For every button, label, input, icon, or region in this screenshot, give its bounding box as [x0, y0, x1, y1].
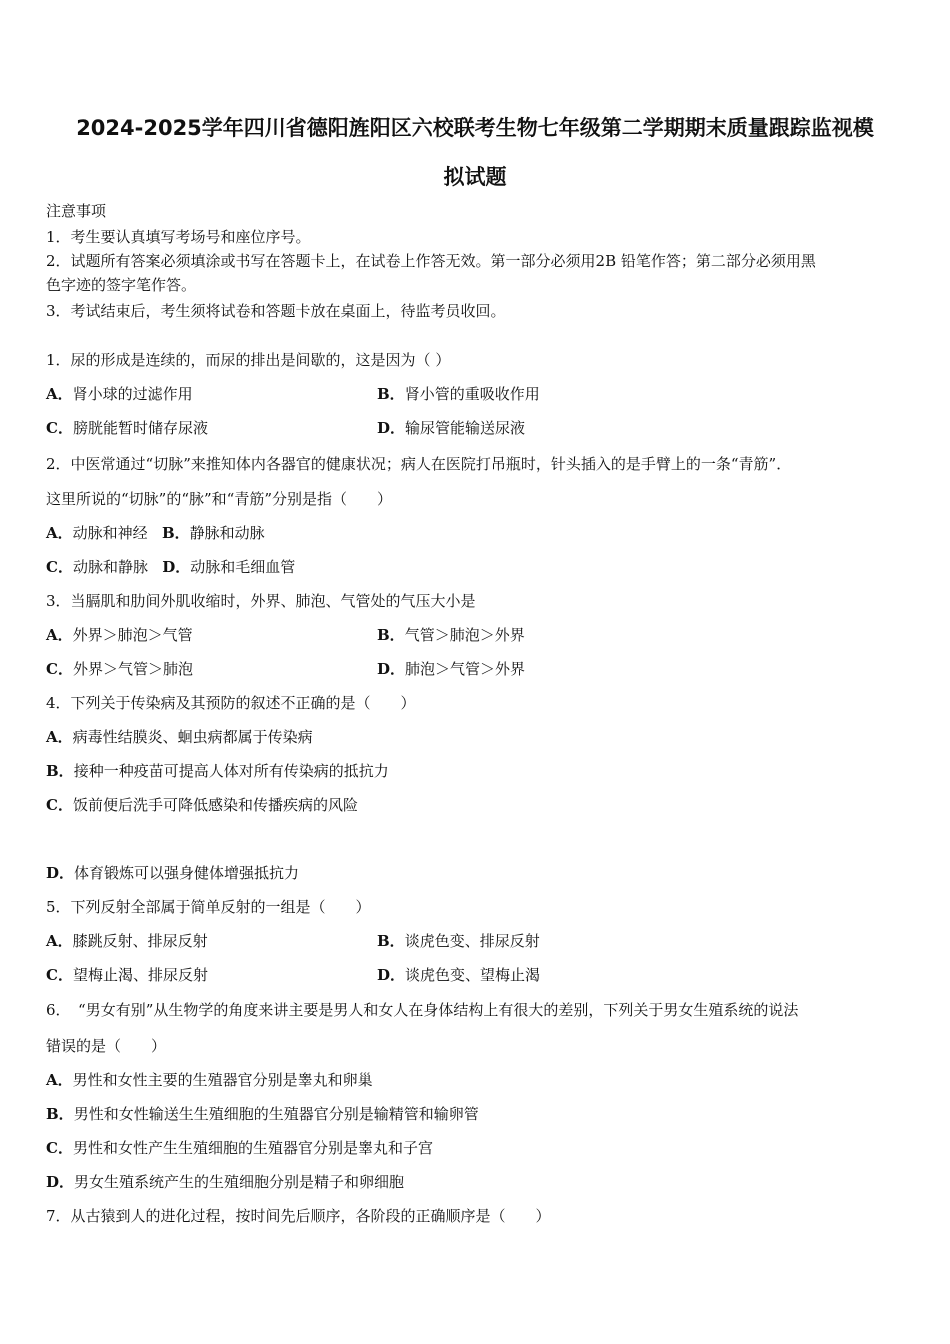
option: [46, 1104, 479, 1124]
option-text: 外界＞肺泡＞气管: [72, 626, 193, 644]
option-label: D．: [46, 1173, 75, 1191]
option-text: 肾小管的重吸收作用: [404, 385, 540, 403]
option-label: B．: [46, 1105, 74, 1123]
option: [46, 795, 358, 815]
option-text: 动脉和毛细血管: [190, 558, 296, 576]
question-stem: 3．当膈肌和肋间外肌收缩时，外界、肺泡、气管处的气压大小是: [46, 592, 476, 610]
option-label: B．: [377, 385, 405, 403]
option-label: A．: [46, 728, 73, 746]
option: [46, 965, 208, 985]
notice-item: 2．试题所有答案必须填涂或书写在答题卡上，在试卷上作答无效。第一部分必须用2B 铅笔作答；第二部分必须用黑: [46, 252, 816, 270]
option-text: 接种一种疫苗可提高人体对所有传染病的抵抗力: [73, 762, 389, 780]
option: [46, 761, 389, 781]
option-label: A．: [46, 932, 73, 950]
page-title: 2024-2025学年四川省德阳旌阳区六校联考生物七年级第二学期期末质量跟踪监视模: [76, 116, 874, 140]
option-text: 静脉和动脉: [189, 524, 265, 542]
notice-heading: 注意事项: [46, 202, 107, 220]
option-text: 气管＞肺泡＞外界: [404, 626, 525, 644]
option-label: B．: [377, 932, 405, 950]
option-text: 饭前便后洗手可降低感染和传播疾病的风险: [72, 796, 358, 814]
page-title-continued: 拟试题: [443, 165, 507, 189]
option: [377, 931, 540, 951]
option: [46, 931, 208, 951]
option-row: [46, 557, 295, 577]
option-text: 男性和女性输送生生殖细胞的生殖器官分别是输精管和输卵管: [73, 1105, 479, 1123]
option-label: B．: [161, 524, 190, 542]
option-label: A．: [46, 1071, 73, 1089]
question-stem: 6． “男女有别”从生物学的角度来讲主要是男人和女人在身体结构上有很大的差别，下列关于男女生殖系统的说法: [46, 1001, 799, 1019]
option: [377, 965, 540, 985]
option-label: D．: [46, 864, 75, 882]
option-text: 谈虎色变、排尿反射: [404, 932, 540, 950]
option-text: 膀胱能暂时储存尿液: [72, 419, 208, 437]
option-label: D．: [377, 419, 406, 437]
option: [46, 727, 313, 747]
option: [46, 659, 193, 679]
option-row: [46, 523, 265, 543]
notice-item: 3．考试结束后，考生须将试卷和答题卡放在桌面上，待监考员收回。: [46, 302, 506, 320]
question-stem: 这里所说的“切脉”的“脉”和“青筋”分别是指（ ）: [46, 490, 393, 508]
option-text: 动脉和静脉: [72, 558, 148, 576]
option-text: 男性和女性产生生殖细胞的生殖器官分别是睾丸和子宫: [72, 1139, 433, 1157]
option-text: 男女生殖系统产生的生殖细胞分别是精子和卵细胞: [74, 1173, 405, 1191]
option-label: A．: [46, 524, 73, 542]
option: [377, 625, 525, 645]
option-label: C．: [46, 966, 73, 984]
question-stem: 7．从古猿到人的进化过程，按时间先后顺序，各阶段的正确顺序是（ ）: [46, 1207, 551, 1225]
option-label: A．: [46, 385, 73, 403]
option-text: 谈虎色变、望梅止渴: [405, 966, 541, 984]
option: [46, 418, 208, 438]
option: [46, 1172, 404, 1192]
option-text: 体育锻炼可以强身健体增强抵抗力: [74, 864, 300, 882]
option-label: B．: [377, 626, 405, 644]
option-text: 动脉和神经: [72, 524, 148, 542]
option-text: 肺泡＞气管＞外界: [405, 660, 526, 678]
option: [377, 384, 540, 404]
option-text: 输尿管能输送尿液: [405, 419, 526, 437]
option: [46, 625, 193, 645]
option-text: 肾小球的过滤作用: [72, 385, 193, 403]
option: [46, 863, 299, 883]
option-label: C．: [46, 796, 73, 814]
notice-item: 1．考生要认真填写考场号和座位序号。: [46, 228, 311, 246]
option: [46, 384, 193, 404]
question-stem: 4．下列关于传染病及其预防的叙述不正确的是（ ）: [46, 694, 416, 712]
notice-item: 色字迹的签字笔作答。: [46, 276, 197, 294]
question-stem: 5．下列反射全部属于简单反射的一组是（ ）: [46, 898, 371, 916]
option-label: D．: [162, 558, 191, 576]
option-label: D．: [377, 660, 406, 678]
option-label: B．: [46, 762, 74, 780]
option-text: 膝跳反射、排尿反射: [72, 932, 208, 950]
question-stem: 错误的是（ ）: [46, 1037, 167, 1055]
option-text: 男性和女性主要的生殖器官分别是睾丸和卵巢: [72, 1071, 373, 1089]
option-label: A．: [46, 626, 73, 644]
option-label: D．: [377, 966, 406, 984]
option-text: 望梅止渴、排尿反射: [72, 966, 208, 984]
option-label: C．: [46, 660, 73, 678]
option-label: C．: [46, 558, 73, 576]
question-stem: 2．中医常通过“切脉”来推知体内各器官的健康状况；病人在医院打吊瓶时，针头插入的是手臂上的一条“青筋”．: [46, 455, 792, 473]
option-text: 病毒性结膜炎、蛔虫病都属于传染病: [72, 728, 313, 746]
option: [46, 1070, 373, 1090]
option-label: C．: [46, 1139, 73, 1157]
option-text: 外界＞气管＞肺泡: [72, 660, 193, 678]
question-stem: 1．尿的形成是连续的，而尿的排出是间歇的，这是因为（ ）: [46, 351, 451, 369]
option-label: C．: [46, 419, 73, 437]
option: [377, 418, 525, 438]
option: [377, 659, 525, 679]
option: [46, 1138, 433, 1158]
